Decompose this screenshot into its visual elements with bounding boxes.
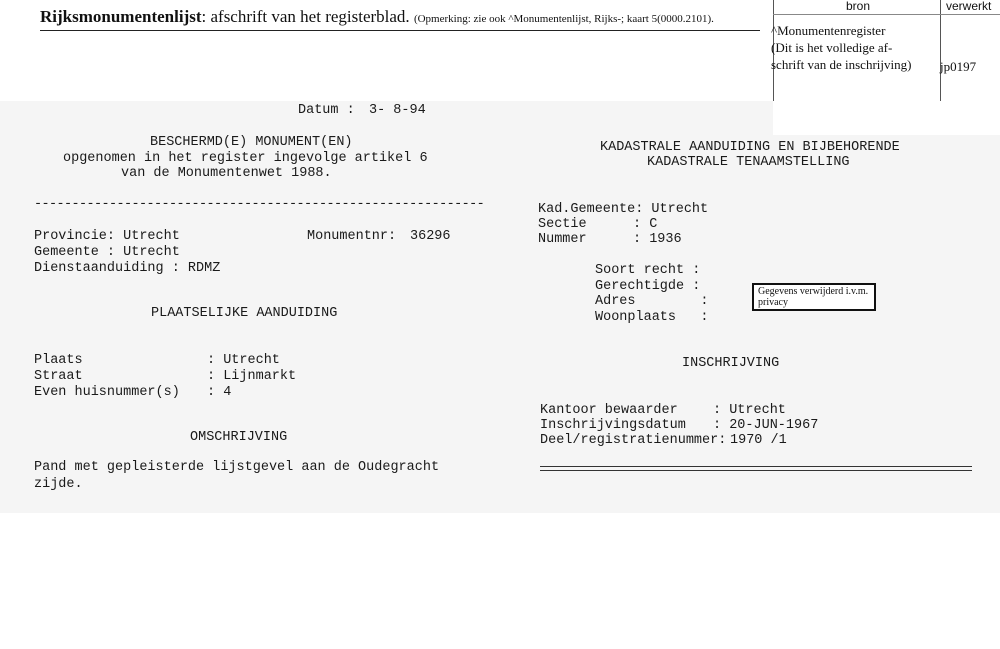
- title-rest: : afschrift van het registerblad.: [201, 7, 410, 26]
- bron-cell: [771, 22, 911, 73]
- kad-gemeente: Kad.Gemeente: Utrecht: [538, 202, 709, 217]
- kantoor-label: Kantoor bewaarder: [540, 403, 678, 418]
- kadastrale-heading-2: KADASTRALE TENAAMSTELLING: [647, 155, 850, 170]
- kadastrale-heading-1: KADASTRALE AANDUIDING EN BIJBEHORENDE: [600, 140, 900, 155]
- huisnummer-label: Even huisnummer(s): [34, 385, 180, 400]
- datum-value: 3- 8-94: [369, 103, 426, 118]
- title-note: (Opmerking: zie ook ^Monumentenlijst, Rijks-; kaart 5(0000.2101).: [413, 13, 714, 25]
- plaatselijke-heading: PLAATSELIJKE AANDUIDING: [151, 306, 338, 321]
- dienstaanduiding: Dienstaanduiding : RDMZ: [34, 261, 221, 276]
- soort-recht: Soort recht :: [595, 263, 701, 278]
- gerechtigde: Gerechtigde :: [595, 279, 701, 294]
- omschrijving-heading: OMSCHRIJVING: [190, 430, 288, 445]
- nummer-label: Nummer: [538, 232, 587, 247]
- kantoor-value: : Utrecht: [713, 403, 786, 418]
- straat-label: Straat: [34, 369, 83, 384]
- inschrijvingsdatum-label: Inschrijvingsdatum: [540, 418, 686, 433]
- plaats-label: Plaats: [34, 353, 83, 368]
- table-border-mid: [940, 0, 941, 101]
- title-bold: Rijksmonumentenlijst: [40, 7, 202, 26]
- monumentnr-value: 36296: [410, 229, 451, 244]
- nummer-value: : 1936: [633, 232, 682, 247]
- omschrijving-line-2: zijde.: [34, 477, 83, 492]
- sectie-label: Sectie: [538, 217, 587, 232]
- bron-line: schrift van de inschrijving): [771, 57, 912, 72]
- bron-line: ^Monumentenregister: [771, 23, 886, 38]
- straat-value: : Lijnmarkt: [207, 369, 297, 384]
- document-title: [40, 7, 714, 27]
- verwerkt-cell: jp0197: [940, 59, 977, 74]
- deel-value: 1970 /1: [730, 433, 787, 448]
- monument-heading-3: van de Monumentenwet 1988.: [121, 166, 332, 181]
- monumentnr-label: Monumentnr:: [307, 229, 397, 244]
- gemeente: Gemeente : Utrecht: [34, 245, 180, 260]
- deel-label: Deel/registratienummer:: [540, 433, 727, 448]
- monument-heading-1: BESCHERMD(E) MONUMENT(EN): [150, 135, 353, 150]
- huisnummer-value: : 4: [207, 385, 232, 400]
- inschrijvingsdatum-value: : 20-JUN-1967: [713, 418, 819, 433]
- inschrijving-heading: INSCHRIJVING: [682, 356, 780, 371]
- monument-heading-2: opgenomen in het register ingevolge artikel 6: [63, 151, 428, 166]
- adres: Adres :: [595, 294, 709, 309]
- scan-gap: [773, 101, 1000, 135]
- table-header-rule: [773, 14, 1000, 15]
- header-rule: [40, 30, 760, 31]
- col-bron-header: bron: [846, 0, 871, 13]
- dashed-separator: ------------------------------------------------------------: [34, 197, 485, 212]
- double-rule: [540, 466, 972, 471]
- sectie-value: : C: [633, 217, 658, 232]
- plaats-value: : Utrecht: [207, 353, 280, 368]
- datum-label: Datum :: [298, 103, 355, 118]
- privacy-redaction-box: Gegevens verwijderd i.v.m. privacy: [752, 283, 876, 311]
- bron-line: (Dit is het volledige af-: [771, 40, 893, 55]
- provincie: Provincie: Utrecht: [34, 229, 180, 244]
- omschrijving-line-1: Pand met gepleisterde lijstgevel aan de Oudegracht: [34, 460, 440, 475]
- col-verwerkt-header: verwerkt: [946, 0, 992, 13]
- woonplaats: Woonplaats :: [595, 310, 709, 325]
